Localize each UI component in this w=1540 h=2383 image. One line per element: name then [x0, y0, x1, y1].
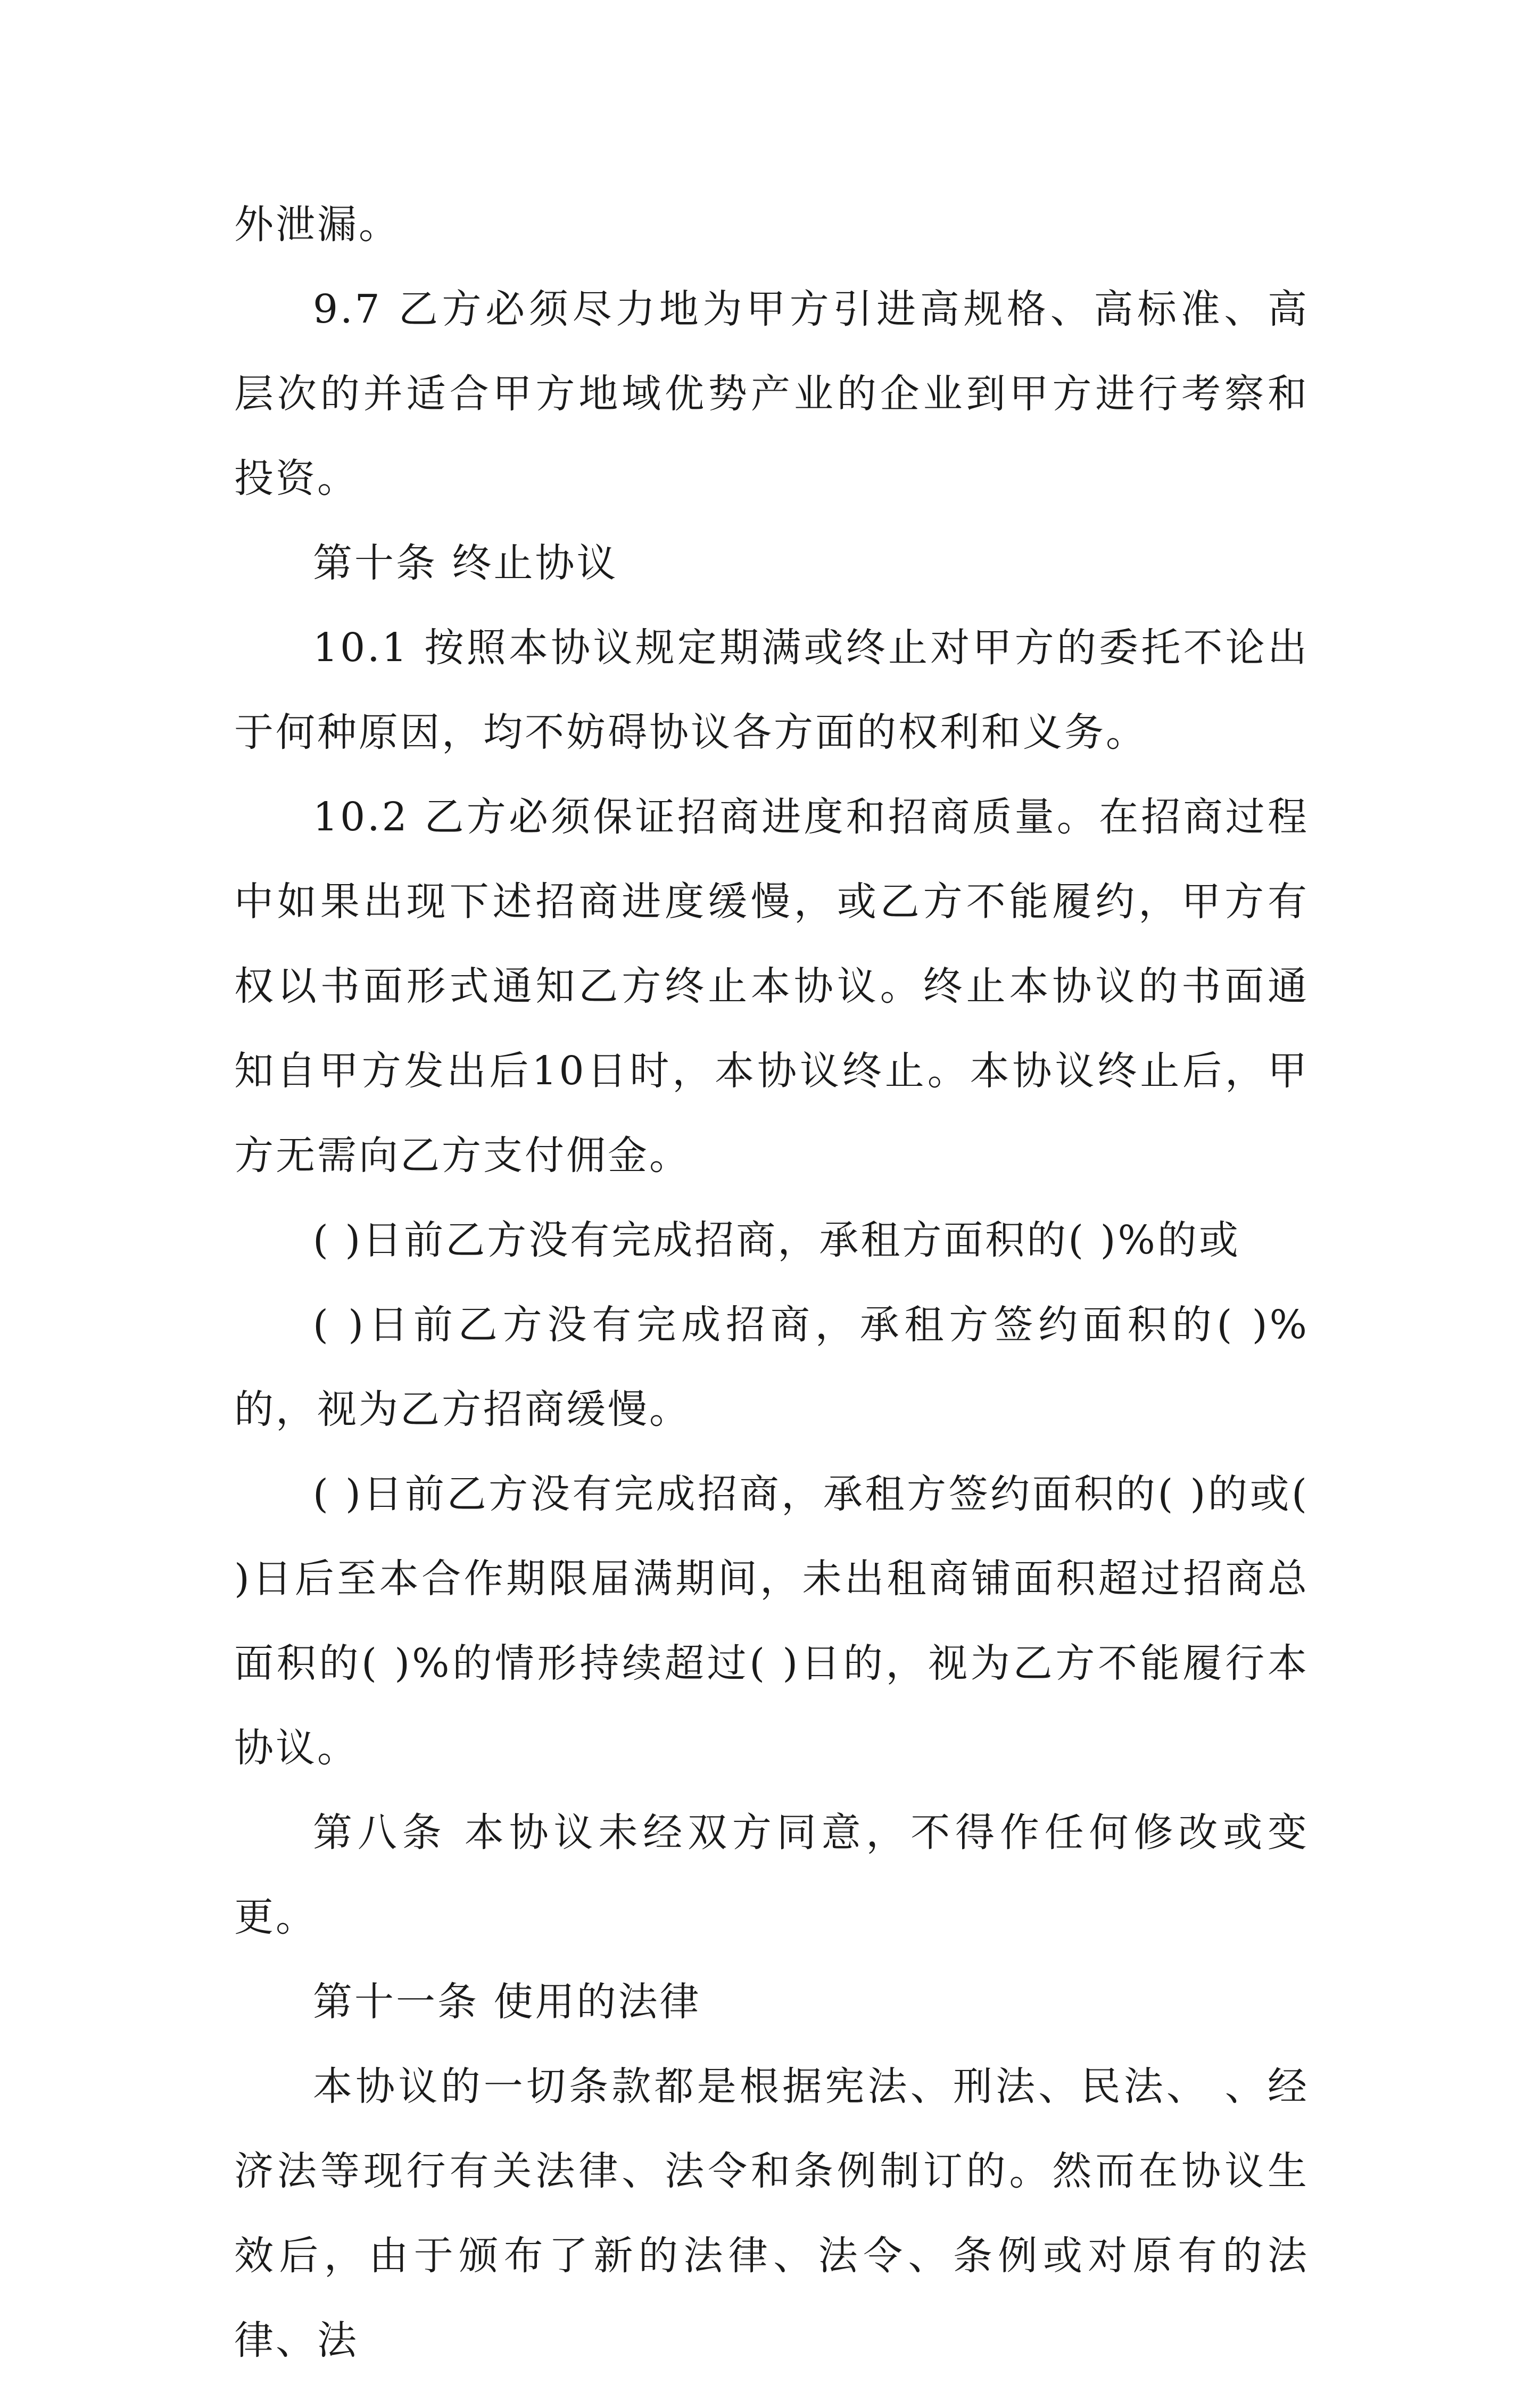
- paragraph-blank-condition-2: ( )日前乙方没有完成招商，承租方签约面积的( )%的，视为乙方招商缓慢。: [234, 1302, 1309, 1432]
- paragraph-blank-condition-1: ( )日前乙方没有完成招商，承租方面积的( )%的或: [313, 1217, 1240, 1263]
- paragraph-applicable-law: 本协议的一切条款都是根据宪法、刑法、民法、 、经济法等现行有关法律、法令和条例制订的。然而在协议生效后，由于颁布了新的法律、法令、条例或对原有的法律、法: [234, 2064, 1309, 2363]
- document-body: [234, 183, 1309, 2383]
- paragraph-article-8: 第八条 本协议未经双方同意，不得作任何修改或变更。: [234, 1810, 1309, 1940]
- paragraph-continuation: 外泄漏。: [234, 202, 400, 248]
- paragraph-clause-10-2: 10.2 乙方必须保证招商进度和招商质量。在招商过程中如果出现下述招商进度缓慢，或乙方不能履约，甲方有权以书面形式通知乙方终止本协议。终止本协议的书面通知自甲方发出后10日时，本协议终止。本协议终止后，甲方无需向乙方支付佣金。: [234, 794, 1309, 1178]
- paragraph-clause-9-7: 9.7 乙方必须尽力地为甲方引进高规格、高标准、高层次的并适合甲方地域优势产业的企业到甲方进行考察和投资。: [234, 286, 1309, 501]
- heading-article-11: 第十一条 使用的法律: [313, 1979, 701, 2025]
- heading-article-10: 第十条 终止协议: [313, 540, 618, 586]
- paragraph-clause-10-1: 10.1 按照本协议规定期满或终止对甲方的委托不论出于何种原因，均不妨碍协议各方面的权利和义务。: [234, 625, 1309, 755]
- paragraph-blank-condition-3: ( )日前乙方没有完成招商，承租方签约面积的( )的或( )日后至本合作期限届满期间，未出租商铺面积超过招商总面积的( )%的情形持续超过( )日的，视为乙方不能履行本协议。: [234, 1471, 1309, 1771]
